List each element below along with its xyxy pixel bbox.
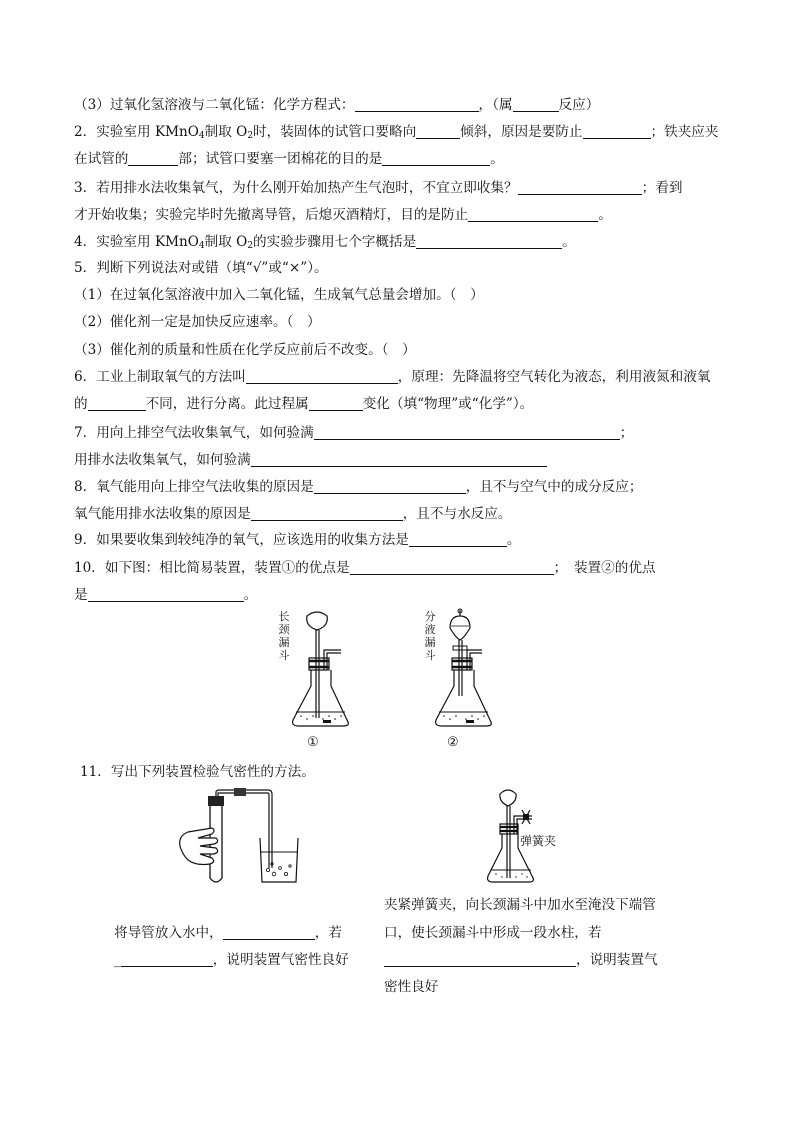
q11-right-line-1 bbox=[384, 896, 656, 914]
label-char: 颈 bbox=[278, 623, 290, 636]
test-tube-airtightness-figure bbox=[176, 788, 306, 888]
text: 在试管的 bbox=[74, 151, 129, 167]
text: 2．实验室用 KMnO bbox=[74, 124, 199, 140]
question-6-line-2 bbox=[74, 395, 533, 413]
text: 11．写出下列装置检验气密性的方法。 bbox=[80, 764, 315, 780]
answer-blank[interactable] bbox=[309, 396, 363, 411]
answer-blank[interactable] bbox=[350, 560, 554, 575]
answer-blank[interactable] bbox=[382, 151, 490, 166]
text: ； bbox=[619, 425, 634, 441]
text: ，说明装置气密性良好 bbox=[212, 952, 349, 968]
text: 10．如下图：相比简易装置，装置①的优点是 bbox=[74, 560, 350, 576]
text: ，原理：先降温将空气转化为液态，利用液氮和液氧 bbox=[397, 369, 711, 385]
question-5-item-2 bbox=[74, 313, 321, 331]
answer-blank[interactable] bbox=[88, 587, 244, 602]
answer-blank[interactable] bbox=[314, 425, 620, 440]
subscript: 4 bbox=[198, 131, 205, 141]
flask-diagram-2 bbox=[430, 608, 520, 732]
answer-blank[interactable] bbox=[223, 925, 315, 940]
answer-blank[interactable] bbox=[384, 952, 576, 967]
text: 的实验步骤用七个字概括是 bbox=[253, 234, 417, 250]
question-3-line-2 bbox=[74, 206, 612, 224]
q11-left-line-1 bbox=[114, 924, 342, 942]
text: 5．判断下列说法对或错（填“√”或“×”）。 bbox=[74, 260, 328, 276]
text: ，（属 bbox=[478, 97, 513, 113]
answer-blank[interactable] bbox=[355, 97, 479, 112]
spring-clip-label: 弹簧夹 bbox=[520, 834, 557, 848]
text: 3．若用排水法收集氧气，为什么刚开始加热产生气泡时，不宜立即收集？ bbox=[74, 180, 518, 196]
text: 7．用向上排空气法收集氧气，如何验满 bbox=[74, 425, 314, 441]
funnel-label-2 bbox=[424, 610, 436, 662]
label-char: 长 bbox=[278, 610, 290, 623]
q11-right-line-4 bbox=[384, 978, 438, 996]
text: （2）催化剂一定是加快反应速率。（ ） bbox=[74, 314, 321, 330]
question-8-line-2 bbox=[74, 505, 511, 523]
answer-blank[interactable] bbox=[518, 180, 642, 195]
text: 。 bbox=[598, 207, 612, 223]
question-2-line-2 bbox=[74, 150, 504, 168]
apparatus-number-1: ① bbox=[307, 735, 319, 750]
answer-blank[interactable] bbox=[88, 396, 146, 411]
question-10-line-1 bbox=[74, 559, 656, 577]
answer-blank[interactable] bbox=[409, 532, 507, 547]
text: （1）在过氧化氢溶液中加入二氧化锰，生成氧气总量会增加。（ ） bbox=[74, 287, 484, 303]
test-tube-diagram bbox=[176, 788, 306, 888]
text: 。 bbox=[562, 234, 576, 250]
text: 将导管放入水中， bbox=[114, 925, 223, 941]
text: ；铁夹应夹 bbox=[650, 124, 719, 140]
question-7-line-1 bbox=[74, 424, 633, 442]
question-5 bbox=[74, 259, 328, 277]
text: 不同，进行分离。此过程属 bbox=[145, 396, 309, 412]
question-4 bbox=[74, 233, 576, 255]
question-5-item-3 bbox=[74, 341, 416, 359]
text: （3）过氧化氢溶液与二氧化锰：化学方程式： bbox=[74, 97, 355, 113]
text: 口，使长颈漏斗中形成一段水柱，若 bbox=[384, 925, 602, 941]
text: （3）催化剂的质量和性质在化学反应前后不改变。（ ） bbox=[74, 342, 416, 358]
apparatus-2-separatory-funnel bbox=[430, 608, 520, 732]
text: 。 bbox=[243, 587, 258, 603]
text: ； 装置②的优点 bbox=[553, 560, 656, 576]
label-char: 漏 bbox=[278, 636, 290, 649]
text: 6．工业上制取氧气的方法叫 bbox=[74, 369, 246, 385]
text: 制取 O bbox=[204, 234, 248, 250]
text: 。 bbox=[506, 532, 521, 548]
text: _ bbox=[114, 952, 121, 968]
subscript: 2 bbox=[247, 131, 254, 141]
text: ，说明装置气 bbox=[576, 952, 658, 968]
subscript: 2 bbox=[247, 241, 254, 251]
text: 制取 O bbox=[204, 124, 248, 140]
text: 4．实验室用 KMnO bbox=[74, 234, 199, 250]
label-char: 分 bbox=[424, 610, 436, 623]
text: ，若 bbox=[314, 925, 342, 941]
answer-blank[interactable] bbox=[416, 234, 562, 249]
answer-blank[interactable] bbox=[246, 369, 398, 384]
text: 部；试管口要塞一团棉花的目的是 bbox=[178, 151, 383, 167]
answer-blank[interactable] bbox=[513, 97, 559, 112]
text: ，且不与水反应。 bbox=[402, 506, 512, 522]
funnel-label-1 bbox=[278, 610, 290, 662]
text: ，且不与空气中的成分反应； bbox=[465, 479, 643, 495]
flask-diagram-1 bbox=[285, 608, 375, 732]
text: 9．如果要收集到较纯净的氧气，应该选用的收集方法是 bbox=[74, 532, 409, 548]
question-6-line-1 bbox=[74, 368, 710, 386]
question-10-line-2 bbox=[74, 586, 257, 604]
question-5-item-1 bbox=[74, 286, 484, 304]
answer-blank[interactable] bbox=[416, 124, 460, 139]
text: 氧气能用排水法收集的原因是 bbox=[74, 506, 251, 522]
question-8-line-1 bbox=[74, 478, 642, 496]
question-11 bbox=[80, 763, 315, 781]
label-char: 斗 bbox=[278, 649, 290, 662]
label-char: 漏 bbox=[424, 636, 436, 649]
q11-right-line-2 bbox=[384, 924, 602, 942]
apparatus-1-long-neck-funnel bbox=[285, 608, 375, 732]
question-7-line-2 bbox=[74, 451, 547, 469]
answer-blank[interactable] bbox=[121, 952, 213, 967]
text: 8．氧气能用向上排空气法收集的原因是 bbox=[74, 479, 314, 495]
question-3-sub bbox=[74, 96, 599, 114]
text: 。 bbox=[490, 151, 504, 167]
text: 密性良好 bbox=[384, 979, 439, 995]
text: 用排水法收集氧气，如何验满 bbox=[74, 452, 251, 468]
text: 夹紧弹簧夹，向长颈漏斗中加水至淹没下端管 bbox=[384, 897, 656, 913]
text: 反应） bbox=[558, 97, 600, 113]
text: ；看到 bbox=[641, 180, 683, 196]
text: 变化（填“物理”或“化学”）。 bbox=[362, 396, 534, 412]
q11-left-line-2 bbox=[114, 951, 349, 969]
apparatus-number-2: ② bbox=[447, 735, 459, 750]
question-2-line-1 bbox=[74, 123, 718, 145]
answer-blank[interactable] bbox=[314, 479, 466, 494]
question-3-line-1 bbox=[74, 179, 682, 197]
answer-blank[interactable] bbox=[128, 151, 178, 166]
question-9 bbox=[74, 531, 521, 549]
subscript: 4 bbox=[198, 241, 205, 251]
text: 是 bbox=[74, 587, 88, 603]
text: 才开始收集；实验完毕时先撤离导管，后熄灭酒精灯，目的是防止 bbox=[74, 207, 469, 223]
label-char: 液 bbox=[424, 623, 436, 636]
answer-blank[interactable] bbox=[468, 207, 598, 222]
answer-blank[interactable] bbox=[251, 452, 547, 467]
label-char: 斗 bbox=[424, 649, 436, 662]
answer-blank[interactable] bbox=[583, 124, 651, 139]
text: 时，装固体的试管口要略向 bbox=[253, 124, 417, 140]
text: 的 bbox=[74, 396, 88, 412]
answer-blank[interactable] bbox=[251, 506, 403, 521]
text: 倾斜，原因是要防止 bbox=[460, 124, 583, 140]
q11-right-line-3 bbox=[384, 951, 658, 969]
